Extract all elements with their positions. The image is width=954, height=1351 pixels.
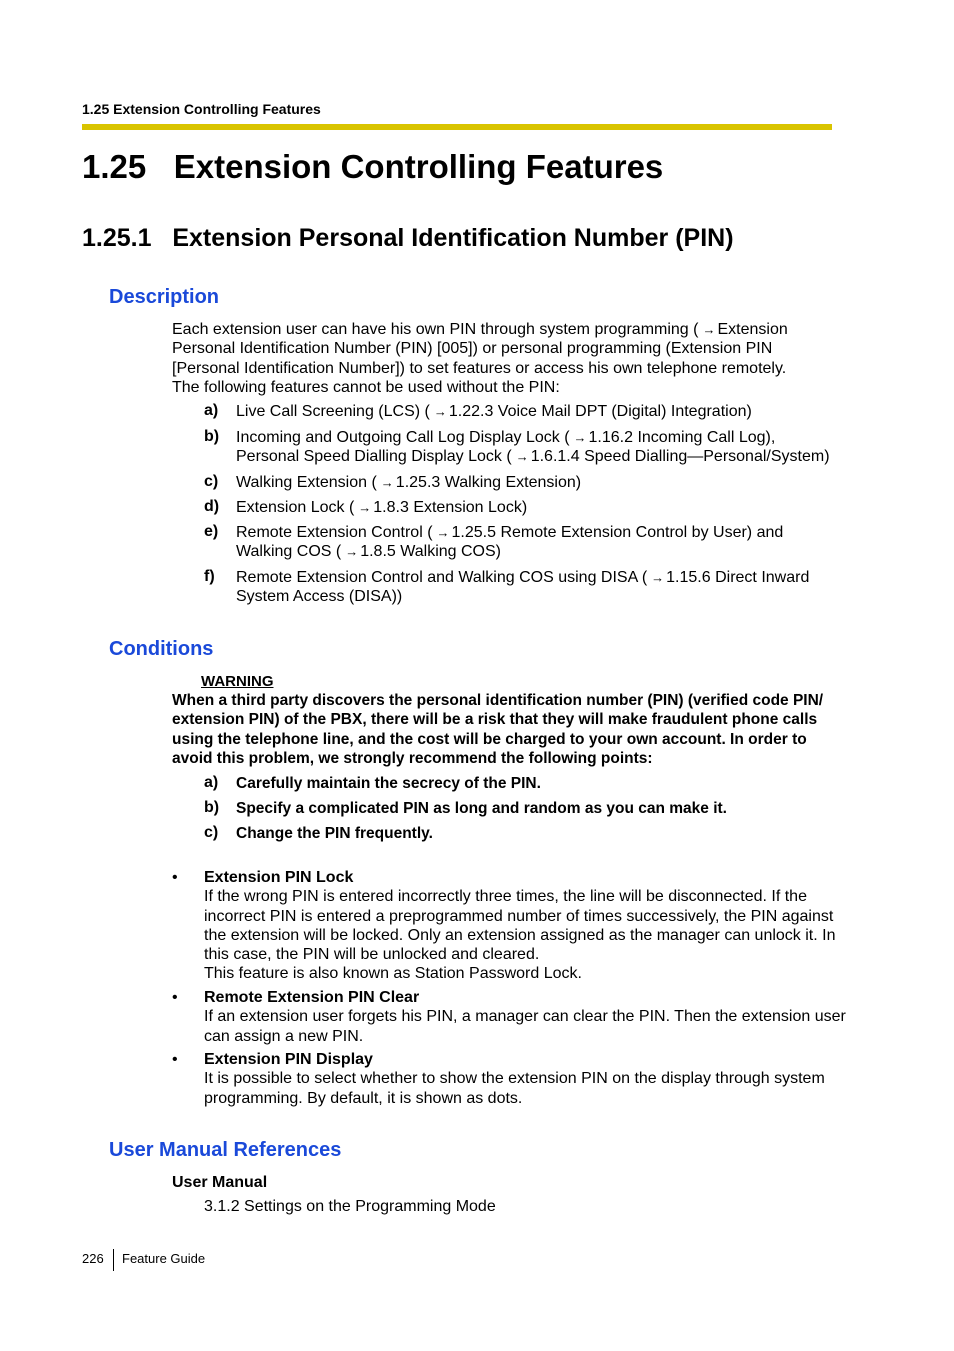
description-paragraph bbox=[172, 320, 788, 397]
references-heading: User Manual References bbox=[109, 1139, 342, 1161]
warning-text bbox=[172, 691, 823, 768]
bullet-line: This feature is also known as Station Password Lock. bbox=[204, 965, 582, 983]
item-reference: 1.22.3 Voice Mail DPT (Digital) Integration) bbox=[448, 403, 752, 420]
page-title: 1.25 Extension Controlling Features bbox=[82, 148, 664, 185]
list-item bbox=[236, 428, 830, 467]
bullet-line: this case, the PIN will be unlocked and cleared. bbox=[204, 946, 540, 964]
item-label: d) bbox=[204, 498, 220, 515]
list-item bbox=[236, 402, 752, 421]
bullet-title: Extension PIN Display bbox=[204, 1051, 373, 1068]
arrow-icon: → bbox=[433, 404, 447, 419]
bullet-line: If an extension user forgets his PIN, a manager can clear the PIN. Then the extension user bbox=[204, 1008, 846, 1026]
bullet-line: the extension will be locked. Only an extension assigned as the manager can unlock it. In bbox=[204, 926, 836, 944]
description-line-2: Personal Identification Number (PIN) [005]) or personal programming (Extension PIN bbox=[172, 340, 773, 358]
item-label: b) bbox=[204, 428, 220, 445]
item-text: Remote Extension Control ( bbox=[236, 524, 433, 541]
item-reference: 1.8.3 Extension Lock) bbox=[373, 499, 528, 516]
item-reference: 1.25.3 Walking Extension) bbox=[395, 474, 582, 491]
description-line-3: [Personal Identification Number]) to set features or access his own telephone remotely. bbox=[172, 359, 787, 377]
conditions-heading: Conditions bbox=[109, 638, 214, 660]
arrow-icon: → bbox=[702, 322, 716, 337]
bullet-item bbox=[204, 988, 846, 1046]
item-reference: 1.15.6 Direct Inward bbox=[666, 569, 810, 586]
bullet-line: If the wrong PIN is entered incorrectly three times, the line will be disconnected. If the bbox=[204, 888, 807, 906]
item-reference: 1.8.5 Walking COS) bbox=[360, 543, 501, 561]
point-label: b) bbox=[204, 799, 220, 816]
item-text: Extension Lock ( bbox=[236, 499, 355, 516]
point-label: c) bbox=[204, 824, 219, 841]
bullet-icon: • bbox=[172, 869, 178, 886]
list-item bbox=[236, 568, 809, 607]
item-text: Remote Extension Control and Walking COS using DISA ( bbox=[236, 569, 648, 586]
bullet-item bbox=[204, 868, 835, 984]
warning-point: Specify a complicated PIN as long and random as you can make it. bbox=[236, 800, 727, 817]
bullet-icon: • bbox=[172, 1051, 178, 1068]
item-text: Incoming and Outgoing Call Log Display Lock ( bbox=[236, 429, 570, 446]
point-label: a) bbox=[204, 774, 219, 791]
item-reference: 1.16.2 Incoming Call Log), bbox=[588, 429, 776, 446]
item-text: Personal Speed Dialling Display Lock ( bbox=[236, 448, 512, 466]
footer-title: Feature Guide bbox=[122, 1251, 206, 1266]
list-item bbox=[236, 473, 581, 492]
warning-line: using the telephone line, and the cost will be charged to your own account. In order to bbox=[172, 730, 807, 748]
item-reference: 1.25.5 Remote Extension Control by User) and bbox=[451, 524, 784, 541]
arrow-icon: → bbox=[651, 570, 665, 585]
arrow-icon: → bbox=[380, 475, 394, 490]
reference-link[interactable]: 3.1.2 Settings on the Programming Mode bbox=[204, 1198, 496, 1215]
arrow-icon: → bbox=[358, 500, 372, 515]
item-text: Walking COS ( bbox=[236, 543, 342, 561]
list-item bbox=[236, 523, 783, 562]
list-item bbox=[236, 498, 527, 517]
bullet-item bbox=[204, 1050, 825, 1108]
warning-line: When a third party discovers the personal identification number (PIN) (verified code PIN/ bbox=[172, 692, 824, 709]
header-rule bbox=[82, 124, 832, 130]
description-line-1b: Extension bbox=[717, 321, 788, 338]
item-label: e) bbox=[204, 523, 219, 540]
bullet-line: can assign a new PIN. bbox=[204, 1027, 364, 1045]
arrow-icon: → bbox=[515, 449, 529, 465]
item-label: a) bbox=[204, 402, 219, 419]
warning-label: WARNING bbox=[201, 673, 274, 690]
description-heading: Description bbox=[109, 286, 220, 308]
bullet-line: programming. By default, it is shown as dots. bbox=[204, 1089, 523, 1107]
description-line-4: The following features cannot be used without the PIN: bbox=[172, 378, 560, 396]
item-text: System Access (DISA)) bbox=[236, 588, 403, 606]
item-text: Live Call Screening (LCS) ( bbox=[236, 403, 430, 420]
warning-point: Change the PIN frequently. bbox=[236, 825, 433, 842]
warning-line: avoid this problem, we strongly recommend the following points: bbox=[172, 749, 653, 767]
footer-divider bbox=[113, 1249, 114, 1271]
bullet-line: It is possible to select whether to show the extension PIN on the display through system bbox=[204, 1070, 825, 1088]
description-line-1a: Each extension user can have his own PIN through system programming ( bbox=[172, 321, 699, 338]
item-reference: 1.6.1.4 Speed Dialling—Personal/System) bbox=[530, 448, 830, 466]
arrow-icon: → bbox=[436, 525, 450, 540]
item-label: c) bbox=[204, 473, 219, 490]
item-label: f) bbox=[204, 568, 215, 585]
running-head: 1.25 Extension Controlling Features bbox=[82, 101, 321, 117]
bullet-line: incorrect PIN is entered a preprogrammed number of times successively, the PIN against bbox=[204, 907, 834, 925]
arrow-icon: → bbox=[345, 544, 359, 560]
page-number: 226 bbox=[82, 1251, 104, 1266]
section-title: 1.25.1 Extension Personal Identification Number (PIN) bbox=[82, 224, 734, 252]
arrow-icon: → bbox=[573, 430, 587, 445]
references-label: User Manual bbox=[172, 1174, 268, 1191]
item-text: Walking Extension ( bbox=[236, 474, 377, 491]
warning-line: extension PIN) of the PBX, there will be a risk that they will make fraudulent phone calls bbox=[172, 711, 818, 729]
bullet-title: Extension PIN Lock bbox=[204, 869, 354, 886]
bullet-icon: • bbox=[172, 989, 178, 1006]
warning-point: Carefully maintain the secrecy of the PIN. bbox=[236, 775, 541, 792]
bullet-title: Remote Extension PIN Clear bbox=[204, 989, 420, 1006]
